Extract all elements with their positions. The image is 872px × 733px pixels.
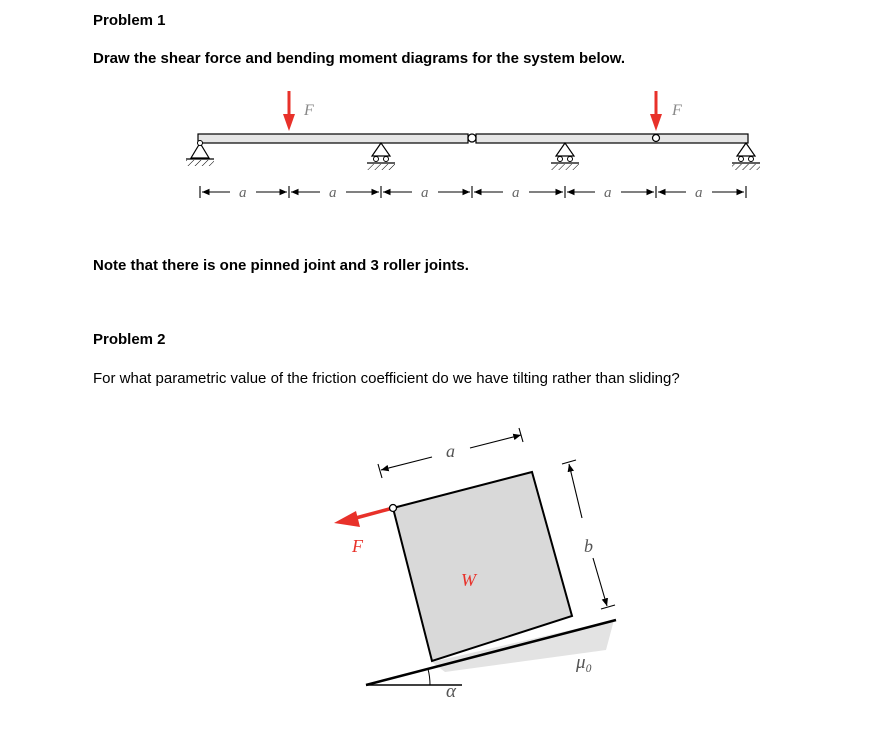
width-label: a <box>446 441 455 461</box>
span-label-4: a <box>512 185 520 201</box>
block-force-arrow <box>334 508 393 527</box>
span-label-6: a <box>695 185 703 201</box>
span-label-5: a <box>604 185 612 201</box>
span-label-1: a <box>239 185 247 201</box>
span-label-3: a <box>421 185 429 201</box>
force-label-left: F <box>304 102 314 119</box>
angle-label: α <box>446 681 456 702</box>
friction-label: μ₀ <box>576 652 593 673</box>
block <box>393 472 572 661</box>
problem2-heading: Problem 2 <box>93 331 166 348</box>
span-label-2: a <box>329 185 337 201</box>
problem1-note: Note that there is one pinned joint and 3 roller joints. <box>93 257 469 274</box>
problem1-instruction: Draw the shear force and bending moment diagrams for the system below. <box>93 50 626 67</box>
height-label: b <box>584 536 593 556</box>
force-label: F <box>352 536 363 556</box>
force-label-right: F <box>672 102 682 119</box>
problem1-heading: Problem 1 <box>93 12 166 29</box>
weight-label: W <box>461 570 476 590</box>
height-dimension <box>562 460 615 609</box>
angle-arc <box>428 669 430 685</box>
problem2-question: For what parametric value of the friction coefficient do we have tilting rather than sliding? <box>93 370 680 387</box>
force-application-point <box>390 505 397 512</box>
